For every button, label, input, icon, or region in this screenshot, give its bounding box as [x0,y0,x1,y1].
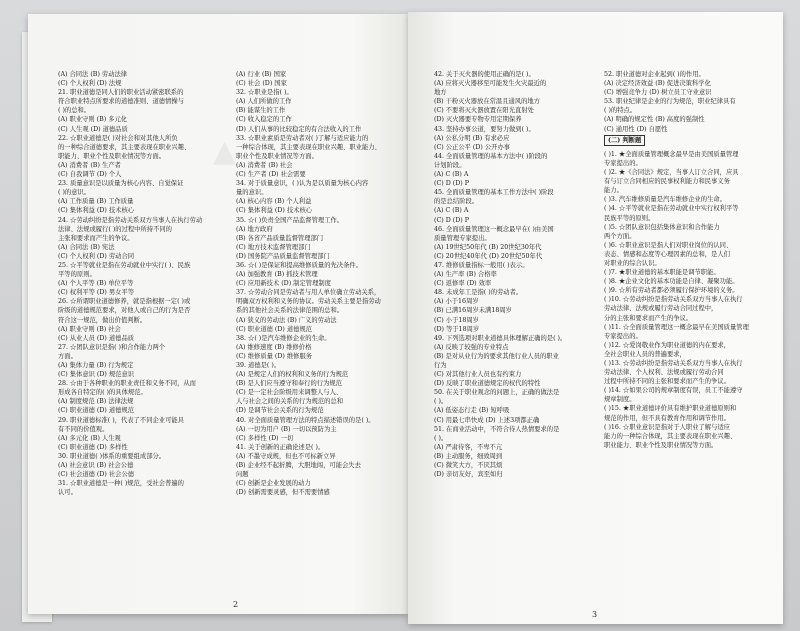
question-line: 31. ☆职业道德是一种( )规范，受社会普遍的 [58,480,184,488]
question-line: 阶级的道德规范要求，对他人或自己的行为是否 [58,307,191,315]
question-line: (C) 公正公平 (D) 公开办事 [434,143,511,151]
left-page-column-2 [236,70,401,497]
question-line: (A) 加强教育 (B) 抓技术管理 [236,271,318,279]
question-line: (B) 主动服务，细致周到 [434,452,503,460]
true-false-item: ( )13. ☆劳动纠纷是指劳动关系双方当事人在执行 [604,360,743,367]
right-page-column-2 [604,70,776,450]
question-line: (C) 微笑大方，不厌其烦 [434,462,503,470]
question-line: 一种综合体现，其主要表现在职业兴趣、职业能力、 [236,143,381,151]
question-line: (A) 消费者 (B) 社会 [236,161,293,169]
question-line: (A) 明确的规定性 (B) 高度的强制性 [604,116,705,124]
question-line: 45. 全面质量管理的基本工作方法中( )阶段 [434,189,554,197]
true-false-item: ( )15. ★职业道德评价具有维护职业道德原则和 [604,405,737,413]
question-line: (C) 收入稳定的工作 [236,116,292,124]
question-line: 明确双方权利和义务的协议。劳动关系主要是指劳动 [236,298,381,306]
question-line: ( )的总和。 [58,107,91,115]
question-line: 平等的原则。 [58,271,96,279]
true-false-item: ( )16. ☆职业意识是指对于人职业了解与适应 [604,423,730,431]
question-line: ( )的意识。 [58,189,91,197]
question-line: (A) 消费者 (B) 生产者 [58,161,121,169]
question-line: 33. ☆职业素质是劳动者对( )了解与适应能力的 [236,134,369,142]
question-line: (A) C (B) A [434,171,469,179]
question-line: (B) 干粉灭火器放在常温且通风的地方 [434,98,540,106]
question-line: (A) 决定经济效益 (B) 促进决策科学化 [604,80,711,88]
question-line: (A) 小于16周岁 [434,298,479,306]
question-line: 符合职业特点所要求的道德准则、道德情操与 [58,98,184,106]
true-false-item: ( )12. ☆爱岗敬业作为职业道德的内在要求， [604,341,730,349]
true-false-item: ( )2. ★《合同法》规定，当事人订立合同，应具 [604,169,739,177]
question-line: (D) 亲切友好，宾至如归 [434,471,503,479]
question-line: 全社会职业人员的普遍要求， [604,350,686,358]
question-line: 符合这一规范，做出价值判断。 [58,316,147,324]
question-line: (B) 企业经不起折腾，大胆地闯，可能会失去 [236,462,361,470]
question-line: 47. 维修质量指标一般用( )表示。 [434,261,529,269]
question-line: (A) 工作质量 (B) 工作质量 [58,198,134,206]
true-false-item: ( )5. ☆团队意识包括集体意识和合作能力 [604,223,720,231]
question-line: (C) 社会 (D) 国家 [236,80,287,88]
question-line: 40. 对全面质量管理方法的特点描述错误的是( )。 [236,416,375,424]
question-line: 51. 在商业活动中，不符合待人热情要求的是 [434,425,560,433]
question-line: 职业个性及职业情况等方面。 [236,152,318,160]
open-book [28,14,788,626]
question-line: (A) 是规定人们的权利和义务的行为规范 [236,371,349,379]
question-line: (C) 20世纪40年代 (D) 20世纪50年代 [434,252,543,260]
page-number: 3 [592,610,598,619]
question-line: (C) 应用新技术 (D) 制定管理制度 [236,280,331,288]
question-line: (B) 各省产品质量监督管理部门 [236,234,324,242]
question-line: 有不同的价值观。 [58,425,109,433]
true-false-item: ( )1. ★全面质量管理概念最早是由美国质量管理 [604,150,739,158]
question-line: 计划阶段。 [434,161,466,169]
question-line: (D) 灭火器要专物专用定期保养 [434,116,522,124]
question-line: 22. ☆职业道德是( )对社会和对其他人所负 [58,134,178,142]
true-false-item: ( )3. 汽车维修质量是汽车维修企业的生命。 [604,196,726,204]
question-line: (A) 反映了较强的专业特点 [434,343,509,351]
question-line: 质量管理专家提出。 [434,234,491,242]
question-line: (A) 公私分明 (B) 有求必应 [434,134,510,142]
question-line: 30. 职业道德( )体系的重要组成部分。 [58,452,166,460]
question-line: 过程中所持不同的主张和要求而产生的争议。 [604,378,730,386]
question-line: 28. ☆由于各种职业的职业责任和义务不同，从而 [58,380,196,388]
question-line: 地方 [434,89,447,97]
question-line: 52. 职业道德对企业起到( )的作用。 [604,71,705,78]
question-line: 43. 坚持办事公道，要努力做到( )。 [434,125,535,133]
page-number: 2 [233,600,239,609]
question-line: 35. ☆( )负责全国产品监督管理工作。 [236,216,344,224]
question-line: (C) 从业人员 (D) 道德品质 [58,334,135,342]
right-page [408,12,783,624]
question-line: (C) 多样性 (D) 一切 [236,434,294,442]
question-line: (A) 19世纪50年代 (B) 20世纪30年代 [434,243,542,251]
question-line: (C) 社会道德 (D) 社会公德 [58,471,135,479]
question-line: 人与社会之间的关系的行为规范的总和 [236,398,344,406]
question-line: (C) 职业道德 (D) 道德规范 [58,407,135,415]
question-line: (B) 已满16周岁未满18周岁 [434,307,512,315]
question-line: (A) 行业 (B) 国家 [236,71,287,78]
question-line: (A) 低姿态行走 (B) 短呼吸 [434,407,510,415]
question-line: 25. ☆平等就业是指在劳动就业中实行( )、民族 [58,261,191,269]
question-line: 38. ☆( )是汽车维修企业的生命。 [236,334,331,342]
question-line: (C) 增强竞争力 (D) 树立员工守业意识 [604,89,712,97]
question-line: 能力。 [604,187,623,195]
question-line: 能力的一种综合体现，其主要表现在职业兴趣、 [604,432,737,440]
question-line: 36. ☆( )是保证和提高维修质量的先决条件。 [236,261,362,269]
question-line: (C) 权利平等 (D) 男女平等 [58,289,135,297]
question-line: 44. 全面质量管理的基本方法中( )阶段的 [434,152,548,160]
question-line: (A) 个人平等 (B) 单位平等 [58,280,134,288]
question-line: 37. ☆劳动合同是劳动者与用人单位确立劳动关系， [236,289,381,297]
question-line: 29. 职业道德标准( )，代表了不同企业可能具 [58,416,184,424]
question-line: (C) 对其他行业人员也有约束力 [434,371,522,379]
question-line: (A) 严肃待客，不卑不亢 [434,443,503,451]
question-line: (A) 社会意识 (B) 社会公德 [58,462,134,470]
question-line: 劳动法律、个人权利、法规或履行劳动合同 [604,369,724,377]
question-line: (A) 集体力量 (B) 行为规定 [58,362,134,369]
watermark: ▲ [213,134,237,169]
question-line: (C) 人生观 (D) 道德品质 [58,125,128,133]
true-false-item: ( )9. ☆所有劳动者都必须履行保护环境的义务。 [604,287,739,295]
question-line: (D) 反映了职业道德规定的权代的特性 [434,380,541,388]
true-false-item: ( )10. ☆劳动纠纷是指劳动关系双方当事人在执行 [604,296,743,304]
question-line: 46. 全面质量管理这一概念最早在( )由美国 [434,225,554,233]
question-line: (A) 一切为用户 (B) 一切以预防为主 [236,425,337,433]
question-line: 32. ☆职业是指( )。 [236,89,293,97]
question-line: (D) 等于18周岁 [434,325,480,333]
question-line: (D) 是调节社会关系的行为规范 [236,407,324,415]
question-line: (A) C (B) A [434,207,469,215]
question-line: ( )的特点。 [604,107,637,115]
question-line: 劳动法律、法规或履行劳动合同过程中， [604,305,718,313]
question-line: (C) 集体利益 (D) 技术核心 [236,207,313,215]
left-page-column-1 [58,70,228,497]
question-line: (B) 是人们应当遵守和奉行的行为规范 [236,380,342,388]
question-line: (C) 用最七串快成 (D) 上述3项都正确 [434,416,540,424]
question-line: 50. 在关于职业观念的问题上，正确的做法是 [434,389,560,397]
question-line: (A) 不墨守成规，但也不可标新立异 [236,452,336,460]
question-line: (A) 狭义的劳动法 (B) 广义的劳动法 [236,316,337,324]
question-line: 规章制度。 [604,396,636,404]
question-line: (C) 小于18周岁 [434,316,479,324]
true-false-item: ( )6. ☆职业意识是指人们对职业岗位的认同、 [604,241,733,249]
question-line: (A) 职业守则 (B) 多元化 [58,116,128,124]
question-line: (A) 职业守则 (B) 社会 [58,325,121,333]
question-line: 39. 道德是( )。 [236,362,281,369]
true-false-item: ( )4. ☆平等就业是指在劳动就业中实行权利平等 [604,205,739,213]
question-line: (C) 职业道德 (D) 多样性 [58,443,128,451]
question-line: (D) 创新需要灵感，但不需要情感 [236,489,330,497]
question-line: 问题 [236,471,249,479]
question-line: 主张和要求而产生的争议。 [58,234,134,242]
question-line: 49. 下列选项对职业道德具体理解正确的是( )。 [434,334,567,342]
question-line: 48. 未成年工是指( )的劳动者。 [434,289,523,297]
right-page-column-1 [434,70,599,479]
question-line: 表态、情感和态度等心理因素的总和，是人们 [604,250,730,258]
question-line: (C) 地方技术监督管理部门 [236,243,311,251]
question-line: 27. ☆团队意识是指( )和合作能力两个 [58,343,166,351]
question-line: (D) 人们从事的比较稳定的有合法收入的工作 [236,125,362,133]
question-line: (A) 制度规范 (B) 法律法规 [58,398,134,406]
question-line: 有与订立合同相应的民事权利能力和民事义务 [604,178,730,186]
question-line: (C) D (D) P [434,216,469,224]
question-line: (C) 不要将灭火器放置在阳光直射处 [434,107,534,115]
question-line: 系的其他社会关系的法律范围的总和。 [236,307,344,315]
question-line: 23. 质量意识是以质量为核心内容、自觉保证 [58,180,184,188]
true-false-item: ( )7. ★职业道德的基本职能是调节职能。 [604,269,720,277]
question-line: (A) 合同法 (B) 宪法 [58,243,115,251]
question-line: 量的意识。 [236,189,268,197]
question-line: (C) 自我调节 (D) 个人 [58,171,122,179]
question-line: (C) 个人权利 (D) 法规 [58,80,122,88]
question-line: 规范的作用，但不具有教育作用和调节作用。 [604,414,730,422]
question-line: 法律、法规或履行( )的过程中所持不同的 [58,225,172,233]
true-false-item: ( )14. ☆如果公司的规章制度有误，员工不能遵守 [604,387,743,395]
question-line: (C) D (D) P [434,180,469,188]
question-line: 行为 [434,362,447,369]
question-line: 41. 关于创新的正确论述是( )。 [236,443,325,451]
question-line: 分的主张和要求而产生的争议。 [604,314,693,322]
question-line: (A) 应将灭火器移至可能发生火灾最近的 [434,80,547,88]
question-line: 26. ☆所谓职业道德修养，就是指根据一定( )或 [58,298,191,306]
question-line: (A) 生产率 (B) 合格率 [434,271,497,279]
left-page [28,14,408,614]
question-line: 两个方面。 [604,232,636,240]
question-line: 职业能力、职业个性及职业情况等方面。 [604,441,718,449]
question-line: 21. 职业道德是同人们的职业活动紧密联系的 [58,89,184,97]
question-line: (C) 通用性 (D) 自愿性 [604,125,668,133]
question-line: (A) 地方政府 [236,225,273,233]
question-line: (C) 生产者 (D) 社会需要 [236,171,306,179]
question-line: (C) 维修质量 (D) 维修服务 [236,352,313,360]
question-line: 职能力、职业个性及职业情况等方面。 [58,152,166,160]
question-line: (A) 合同法 (B) 劳动法律 [58,71,128,78]
question-line: 24. ☆劳动纠纷是指劳动关系双方当事人在执行劳动 [58,216,203,224]
true-false-item: ( )8. ★企业文化的基本功能是自律、凝聚功能。 [604,278,739,286]
question-line: (B) 是对从业行为的要求其他行业人员的职业 [434,352,559,360]
question-line: (C) 集体利益 (D) 技术核心 [58,207,135,215]
question-line: 专家提出的。 [604,159,642,167]
question-line: (C) 创新是企业发展的动力 [236,480,311,488]
question-line: 的一种综合道德要求，其主要表现在职业兴趣、 [58,143,191,151]
question-line: (A) 人们所做的工作 [236,98,292,106]
question-line: 对职业的综合认识。 [604,259,661,267]
question-line: 认可。 [58,489,77,497]
question-line: (D) 国务院产品质量监督管理部门 [236,252,330,260]
question-line: 专家提出的。 [604,332,642,340]
section-heading: (二) 判断题 [604,135,645,146]
question-line: (A) 多元化 (B) 人生观 [58,434,121,442]
true-false-item: ( )11. ☆全面质量管理这一概念最早在美国质量管理 [604,323,749,331]
question-line: (C) 职业道德 (D) 道德规范 [236,325,313,333]
question-line: 民族平等的原则。 [604,214,655,222]
question-line: 的是总结阶段。 [434,198,479,206]
question-line: (A) 核心内容 (B) 个人利益 [236,198,312,206]
question-line: (C) 个人权利 (D) 劳动合同 [58,252,135,260]
question-line: ( )。 [434,434,448,442]
question-line: ( )。 [434,398,448,406]
question-line: 形成各自特定的( )的具体规范。 [58,389,147,397]
question-line: 53. 职业纪律是企业的行为规范，职业纪律具有 [604,98,736,106]
question-line: 方面。 [58,352,77,360]
question-line: (C) 返修率 (D) 效率 [434,280,492,288]
question-line: (A) 维修速度 (B) 维修价格 [236,343,312,351]
question-line: 34. 对于质量意识，( )认为是以质量为核心内容 [236,180,369,188]
question-line: (B) 能谋生的工作 [236,107,286,115]
question-line: (C) 集体意识 (D) 规范意识 [58,371,135,379]
question-line: 42. 关于灭火器的使用正确的是( )。 [434,71,535,78]
question-line: (C) 是一定社会阶级用来调整人与人、 [236,389,343,397]
